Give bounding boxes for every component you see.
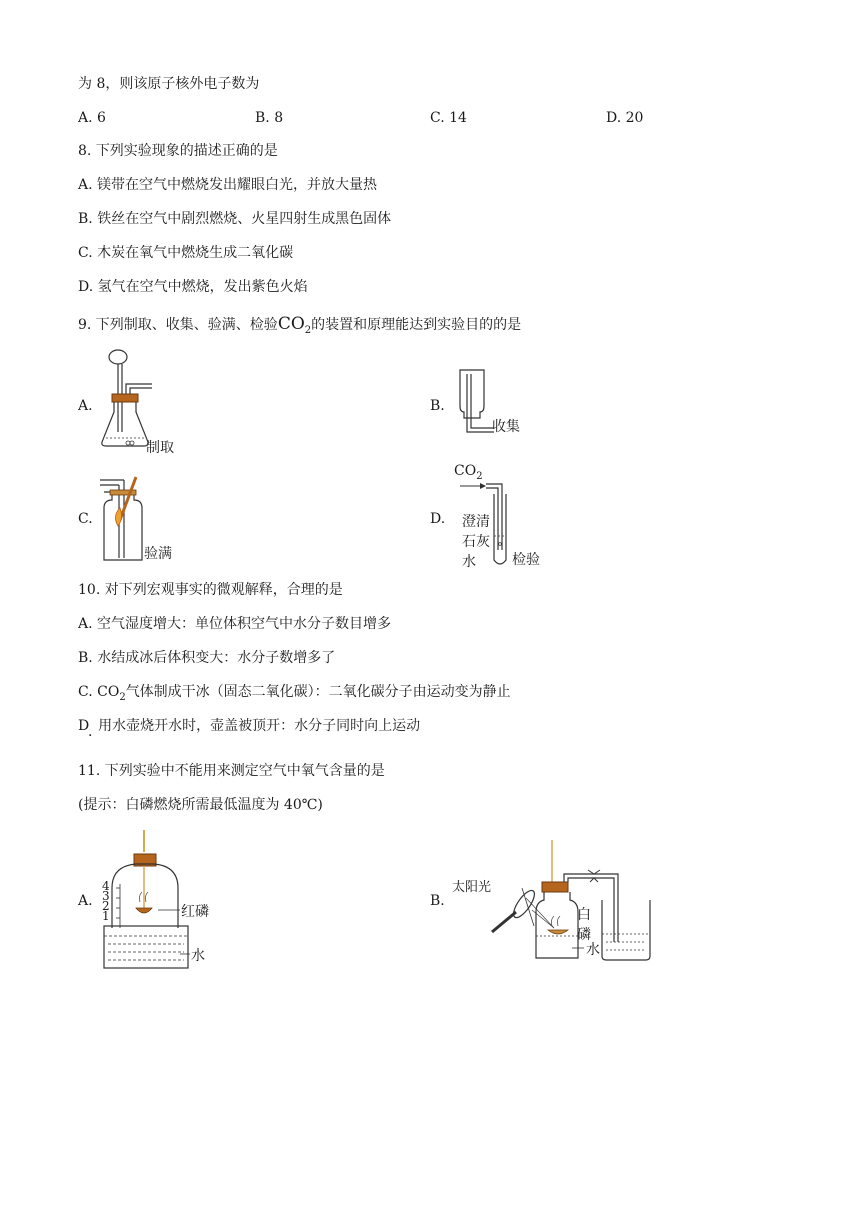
q10-stem: 10. 对下列宏观事实的微观解释，合理的是 <box>78 582 343 598</box>
q11-figure-a-water-label: 水 <box>191 948 205 964</box>
q9-option-c-label: C. <box>78 511 93 527</box>
q11-option-a-label: A. <box>78 893 93 909</box>
q8-option-d: D. 氢气在空气中燃烧，发出紫色火焰 <box>78 279 308 295</box>
q8-option-c: C. 木炭在氧气中燃烧生成二氧化碳 <box>78 245 294 261</box>
q11-figure-a-scale: 4 3 2 1 <box>102 879 110 923</box>
q9-figure-d-gas-label: $CO_2$ <box>454 463 483 482</box>
q11-figure-b-water-label: 水 <box>586 942 600 958</box>
q9-option-b-label: B. <box>430 398 445 414</box>
q9-stem: 9. 下列制取、收集、验满、检验$CO_2$的装置和原理能达到实验目的的是 <box>78 314 522 336</box>
q11-stem: 11. 下列实验中不能用来测定空气中氧气含量的是 <box>78 763 385 779</box>
q11-figure-b-sunlight-label: 太阳光 <box>452 880 492 895</box>
q9-figure-a-caption: 制取 <box>146 440 174 456</box>
q9-option-a-label: A. <box>78 398 93 414</box>
q7-option-d: D. 20 <box>606 110 644 126</box>
q10-option-a: A. 空气湿度增大：单位体积空气中水分子数目增多 <box>78 616 392 632</box>
q10-option-d-dot: · <box>88 728 93 744</box>
q8-option-b: B. 铁丝在空气中剧烈燃烧、火星四射生成黑色固体 <box>78 211 392 227</box>
q9-figure-b-caption: 收集 <box>492 419 520 435</box>
q9-figure-d-caption: 检验 <box>512 552 540 568</box>
q9-figure-d-solution-label: 澄清 石灰 水 <box>462 514 490 570</box>
q7-option-b: B. 8 <box>255 110 284 126</box>
q7-option-c: C. 14 <box>430 110 467 126</box>
q9-option-d-label: D. <box>430 511 446 527</box>
q11-figure-a-phosphorus-label: 红磷 <box>181 904 209 920</box>
q11-hint: (提示：白磷燃烧所需最低温度为 40℃) <box>78 797 323 813</box>
q10-option-d: D 用水壶烧开水时，壶盖被顶开：水分子同时向上运动 <box>78 718 421 734</box>
q10-option-b: B. 水结成冰后体积变大：水分子数增多了 <box>78 650 336 666</box>
q7-stem-tail: 为 8，则该原子核外电子数为 <box>78 76 260 92</box>
q8-option-a: A. 镁带在空气中燃烧发出耀眼白光，并放大量热 <box>78 177 378 193</box>
q9-figure-c-caption: 验满 <box>144 546 172 562</box>
q7-option-a: A. 6 <box>78 110 106 126</box>
q8-stem: 8. 下列实验现象的描述正确的是 <box>78 143 278 159</box>
q10-option-c: C. $CO_2$气体制成干冰（固态二氧化碳）：二氧化碳分子由运动变为静止 <box>78 684 511 703</box>
q11-figure-b-apparatus <box>486 836 656 966</box>
q11-option-b-label: B. <box>430 893 445 909</box>
q11-figure-b-phosphorus-label: 白 磷 <box>577 907 591 943</box>
